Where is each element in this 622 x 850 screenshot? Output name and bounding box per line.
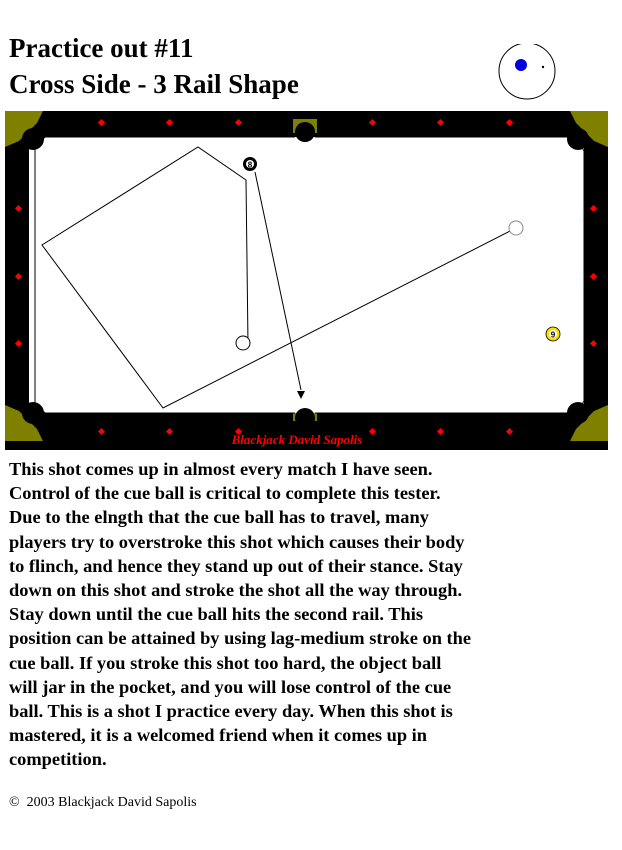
pocket-top-right [567, 128, 589, 150]
pocket-bottom-left [22, 402, 44, 424]
eight-ball-label: 8 [247, 160, 253, 170]
pool-table [5, 111, 608, 450]
page-title: Practice out #11 [9, 33, 194, 63]
ghost-cue-ball [509, 221, 523, 235]
pocket-bottom-side [295, 408, 315, 428]
cue-tip-dot [515, 59, 527, 71]
table-bed [29, 137, 584, 413]
cue-ball-hit-diagram [496, 44, 558, 102]
cue-ball-face [499, 44, 555, 99]
copyright-symbol: © [9, 795, 20, 810]
page-subtitle: Cross Side - 3 Rail Shape [9, 69, 299, 99]
eight-ball [243, 157, 257, 171]
copyright [9, 795, 197, 811]
copyright-text: 2003 Blackjack David Sapolis [26, 795, 197, 810]
pocket-top-side [295, 122, 315, 142]
cue-ball [236, 336, 250, 350]
pocket-top-left [22, 128, 44, 150]
nine-ball [546, 327, 560, 341]
description-text: This shot comes up in almost every match I have seen. Control of the cue ball is critical to complete this tester. Due to the elngth that the cue ball has to travel, many players try to overstroke this shot which causes their body to flinch, and hence they stand up out of their stance. Stay down on this shot and stroke the shot all the way through. Stay down until the cue ball hits the second rail. This position can be attained by using lag-medium stroke on the cue ball. If you stroke this shot too hard, the object ball will jar in the pocket, and you will lose control of the cue ball. This is a shot I practice every day. When this shot is mastered, it is a welcomed friend when it comes up in competition. [9, 459, 472, 770]
cue-ball-speck [542, 66, 544, 68]
nine-ball-label: 9 [550, 330, 556, 340]
pocket-bottom-right [567, 402, 589, 424]
table-credit: Blackjack David Sapolis [231, 432, 363, 447]
